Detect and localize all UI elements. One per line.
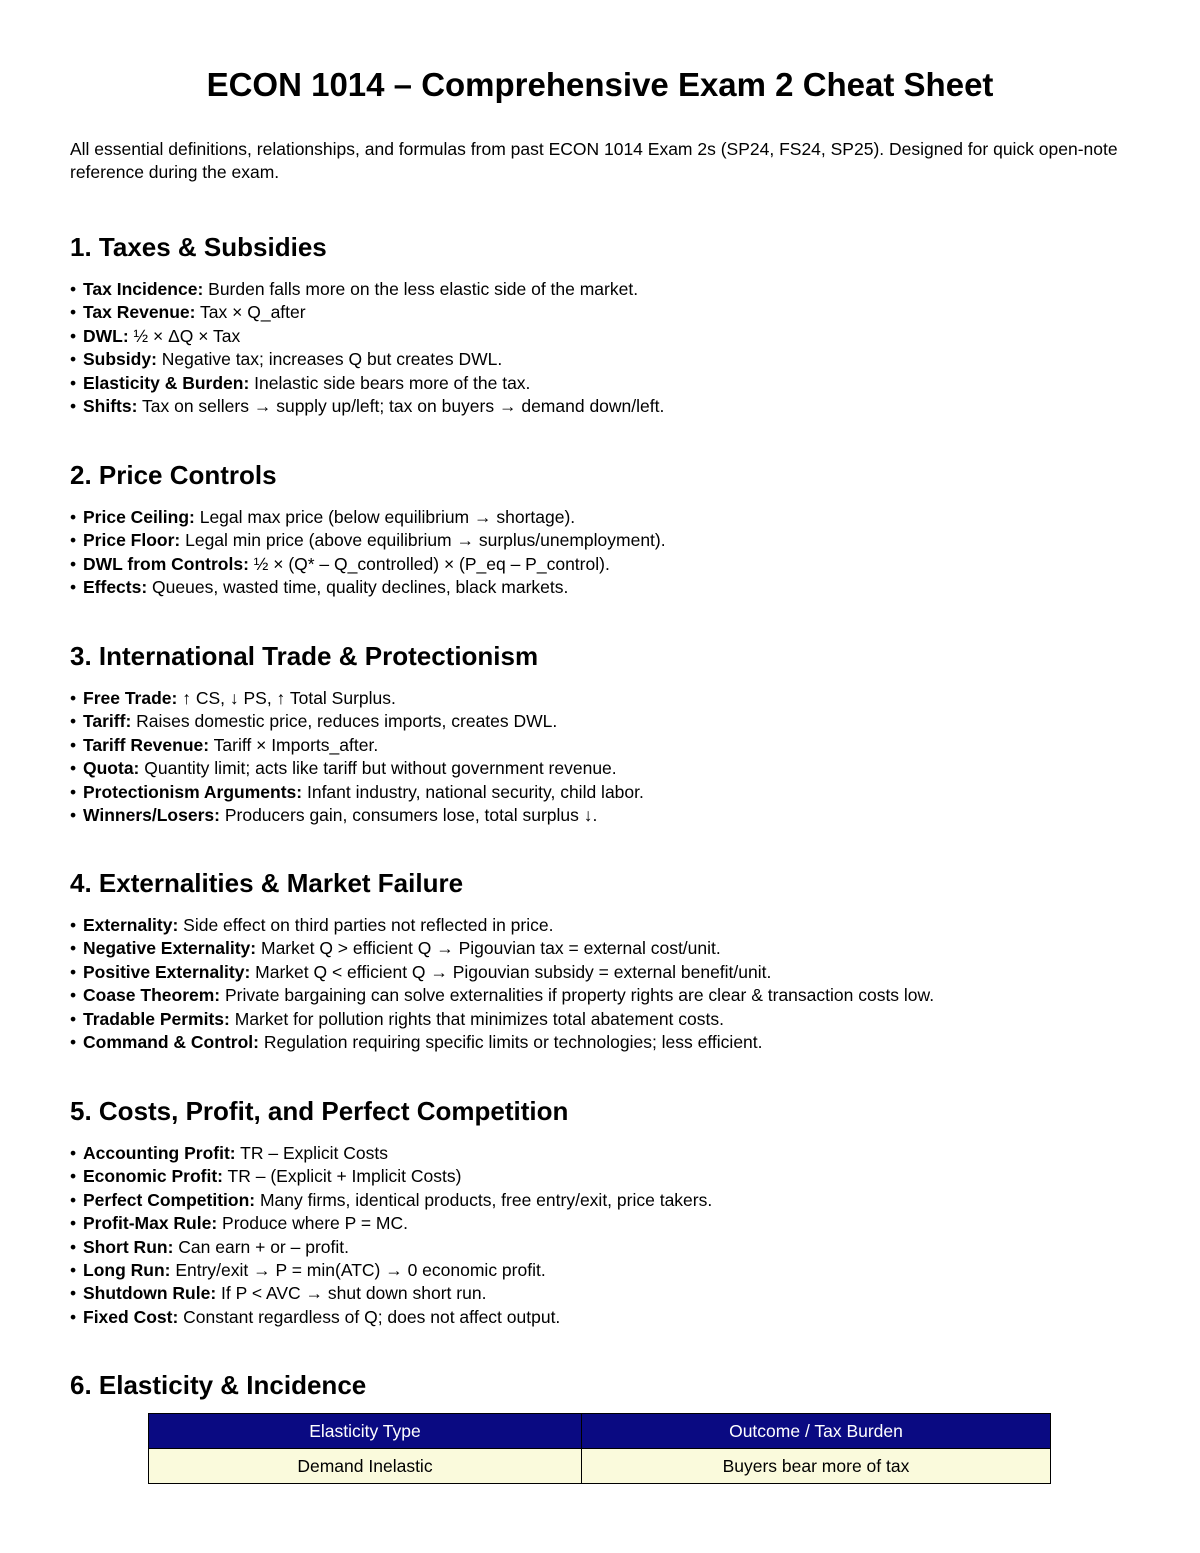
item-text: Market Q < efficient Q → Pigouvian subsidy = external benefit/unit. [250,961,772,982]
item-term: Fixed Cost: [83,1306,179,1327]
item-term: Accounting Profit: [83,1143,236,1163]
item-term: Short Run: [83,1236,174,1257]
item-text: Entry/exit → P = min(ATC) → 0 economic profit. [170,1260,546,1281]
page-title: ECON 1014 – Comprehensive Exam 2 Cheat Sheet [206,66,994,103]
list-item [70,687,644,710]
item-term: Perfect Competition: [83,1189,256,1210]
bullet-icon: • [70,302,77,323]
list-item [70,348,664,371]
item-text: Legal min price (above equilibrium → surplus/unemployment). [180,530,666,551]
item-term: Shifts: [83,396,138,417]
item-term: Protectionism Arguments: [83,781,303,802]
item-term: Coase Theorem: [83,985,221,1006]
bullet-list [70,278,664,418]
list-item [70,325,664,348]
column-header-outcome: Outcome / Tax Burden [581,1414,1050,1449]
item-text: ½ × (Q* – Q_controlled) × (P_eq – P_control). [248,553,610,574]
item-term: Profit-Max Rule: [83,1213,218,1234]
item-text: Side effect on third parties not reflected in price. [178,915,554,935]
item-text: Negative tax; increases Q but creates DWL. [156,349,503,370]
section-heading: 2. Price Controls [70,460,277,490]
list-item [70,1008,934,1031]
bullet-icon: • [70,1213,77,1234]
item-text: Tax on sellers → supply up/left; tax on buyers → demand down/left. [137,396,665,417]
list-item [70,1165,712,1188]
bullet-icon: • [70,805,77,826]
list-item [70,937,934,960]
item-term: DWL: [83,325,129,346]
bullet-icon: • [70,577,77,598]
item-term: Shutdown Rule: [83,1283,217,1304]
bullet-icon: • [70,1283,77,1304]
bullet-icon: • [70,734,77,755]
bullet-icon: • [70,507,77,527]
list-item [70,506,666,529]
bullet-icon: • [70,1236,77,1257]
item-text: Quantity limit; acts like tariff but without government revenue. [139,758,617,779]
item-text: Private bargaining can solve externalities if property rights are clear & transaction costs low. [220,985,935,1006]
bullet-icon: • [70,396,77,417]
item-term: Externality: [83,915,179,935]
list-item [70,372,664,395]
bullet-icon: • [70,781,77,802]
item-term: Economic Profit: [83,1166,224,1187]
column-header-elasticity-type: Elasticity Type [149,1414,582,1449]
list-item [70,1259,712,1282]
item-term: Positive Externality: [83,961,251,982]
list-item [70,1282,712,1305]
item-text: Market Q > efficient Q → Pigouvian tax = external cost/unit. [256,938,721,959]
item-text: Infant industry, national security, child labor. [302,781,644,802]
item-text: Constant regardless of Q; does not affect output. [178,1306,561,1327]
section-externalities [70,866,934,1054]
bullet-icon: • [70,1008,77,1029]
section-international-trade [70,639,644,827]
bullet-icon: • [70,372,77,393]
section-heading: 4. Externalities & Market Failure [70,868,464,898]
bullet-icon: • [70,758,77,779]
item-text: ↑ CS, ↓ PS, ↑ Total Surplus. [177,688,396,708]
bullet-icon: • [70,1166,77,1187]
item-term: Tax Incidence: [83,279,204,299]
table-row [149,1449,1051,1484]
item-text: Market for pollution rights that minimizes total abatement costs. [229,1008,724,1029]
item-term: Free Trade: [83,688,178,708]
item-text: Burden falls more on the less elastic side of the market. [203,279,639,299]
section-heading: 5. Costs, Profit, and Perfect Competition [70,1096,569,1126]
list-item [70,395,664,418]
item-term: Tariff: [83,711,132,732]
bullet-icon: • [70,530,77,551]
item-term: Price Floor: [83,530,181,551]
bullet-icon: • [70,349,77,370]
bullet-icon: • [70,1306,77,1327]
item-term: Command & Control: [83,1032,259,1053]
item-term: Tradable Permits: [83,1008,230,1029]
bullet-icon: • [70,688,77,708]
bullet-icon: • [70,1143,77,1163]
list-item [70,710,644,733]
item-term: Subsidy: [83,349,157,370]
item-text: Queues, wasted time, quality declines, black markets. [147,577,569,598]
item-text: Raises domestic price, reduces imports, creates DWL. [131,711,558,732]
item-text: Tax × Q_after [195,302,306,323]
item-term: Effects: [83,577,148,598]
section-heading: 3. International Trade & Protectionism [70,641,539,671]
table-cell: Demand Inelastic [149,1449,582,1484]
item-term: Tax Revenue: [83,302,196,323]
bullet-icon: • [70,325,77,346]
list-item [70,984,934,1007]
item-text: TR – Explicit Costs [235,1143,388,1163]
list-item [70,529,666,552]
item-text: ½ × ΔQ × Tax [128,325,241,346]
item-text: Many firms, identical products, free entry/exit, price takers. [255,1189,713,1210]
list-item [70,1306,712,1329]
list-item [70,804,644,827]
section-heading: 6. Elasticity & Incidence [70,1370,367,1400]
list-item [70,734,644,757]
item-text: Inelastic side bears more of the tax. [249,372,531,393]
item-text: TR – (Explicit + Implicit Costs) [223,1166,462,1187]
bullet-list [70,1142,712,1329]
item-term: Tariff Revenue: [83,734,210,755]
intro-paragraph: All essential definitions, relationships, and formulas from past ECON 1014 Exam 2s (SP24, FS24, SP25). Designed for quick open-note reference during the exam. [70,139,1118,182]
list-item [70,576,666,599]
list-item [70,914,934,937]
bullet-icon: • [70,961,77,982]
elasticity-table [148,1413,1051,1484]
item-term: Elasticity & Burden: [83,372,250,393]
list-item [70,781,644,804]
cheat-sheet-page [70,60,1130,1476]
list-item [70,301,664,324]
section-heading: 1. Taxes & Subsidies [70,232,327,262]
bullet-icon: • [70,1032,77,1053]
list-item [70,1142,712,1165]
item-text: Can earn + or – profit. [173,1236,349,1257]
bullet-list [70,914,934,1054]
bullet-list [70,687,644,827]
item-term: Negative Externality: [83,938,257,959]
bullet-icon: • [70,1260,77,1281]
list-item [70,961,934,984]
list-item [70,553,666,576]
bullet-icon: • [70,1189,77,1210]
section-elasticity-incidence [70,1368,366,1402]
item-text: If P < AVC → shut down short run. [216,1283,487,1304]
table-header-row [149,1414,1051,1449]
item-term: Winners/Losers: [83,805,220,826]
item-text: Produce where P = MC. [217,1213,408,1234]
list-item [70,1212,712,1235]
item-term: Long Run: [83,1260,171,1281]
item-text: Legal max price (below equilibrium → shortage). [194,507,576,527]
item-term: DWL from Controls: [83,553,249,574]
list-item [70,1189,712,1212]
bullet-icon: • [70,938,77,959]
section-costs-profit-competition [70,1094,712,1329]
section-taxes-subsidies [70,230,664,418]
item-term: Quota: [83,758,140,779]
bullet-icon: • [70,985,77,1006]
item-term: Price Ceiling: [83,507,195,527]
list-item [70,1031,934,1054]
bullet-list [70,506,666,600]
list-item [70,278,664,301]
item-text: Producers gain, consumers lose, total surplus ↓. [219,805,598,826]
bullet-icon: • [70,279,77,299]
item-text: Regulation requiring specific limits or technologies; less efficient. [258,1032,763,1053]
bullet-icon: • [70,553,77,574]
table-cell: Buyers bear more of tax [581,1449,1050,1484]
item-text: Tariff × Imports_after. [209,734,379,755]
list-item [70,1236,712,1259]
list-item [70,757,644,780]
section-price-controls [70,458,666,600]
bullet-icon: • [70,711,77,732]
bullet-icon: • [70,915,77,935]
